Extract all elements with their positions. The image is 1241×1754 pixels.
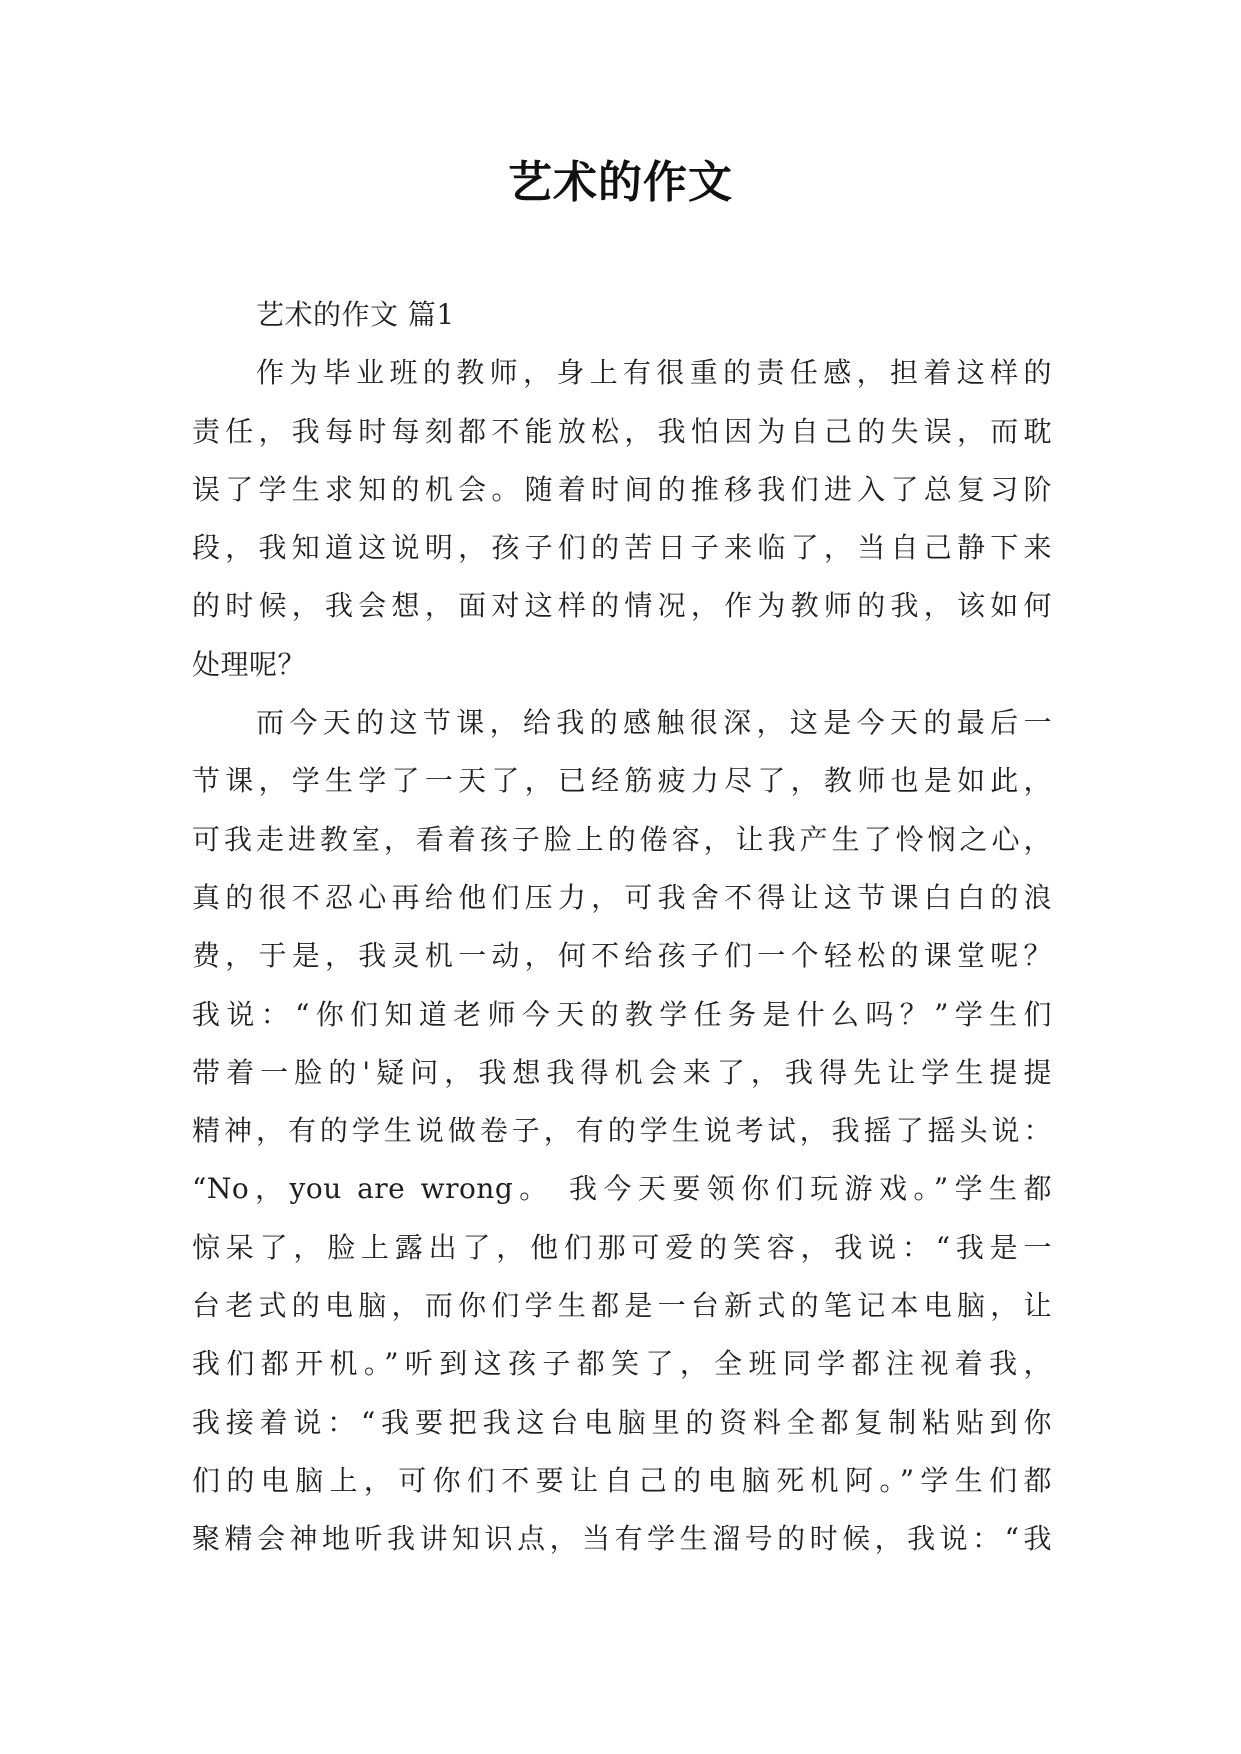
text-line: 台老式的电脑，而你们学生都是一台新式的笔记本电脑，让 bbox=[192, 1289, 1052, 1323]
text-line: 聚精会神地听我讲知识点，当有学生溜号的时候，我说：“我 bbox=[192, 1522, 1052, 1556]
text-line: 误了学生求知的机会。随着时间的推移我们进入了总复习阶 bbox=[192, 472, 1052, 506]
text-line: 我接着说：“我要把我这台电脑里的资料全都复制粘贴到你 bbox=[192, 1405, 1052, 1439]
text-line: 真的很不忍心再给他们压力，可我舍不得让这节课白白的浪 bbox=[192, 880, 1052, 914]
text-line: “No，you are wrong。 我今天要领你们玩游戏。”学生都 bbox=[192, 1172, 1052, 1206]
text-line: 作为毕业班的教师，身上有很重的责任感，担着这样的 bbox=[256, 356, 1052, 390]
text-line: 精神，有的学生说做卷子，有的学生说考试，我摇了摇头说： bbox=[192, 1114, 1052, 1148]
text-line: 我们都开机。”听到这孩子都笑了，全班同学都注视着我， bbox=[192, 1347, 1052, 1381]
text-line: 而今天的这节课，给我的感触很深，这是今天的最后一 bbox=[256, 706, 1052, 740]
text-line: 带着一脸的'疑问，我想我得机会来了，我得先让学生提提 bbox=[192, 1055, 1052, 1089]
text-line: 艺术的作文 篇1 bbox=[256, 298, 455, 331]
text-line: 段，我知道这说明，孩子们的苦日子来临了，当自己静下来 bbox=[192, 531, 1052, 565]
text-line: 的时候，我会想，面对这样的情况，作为教师的我，该如何 bbox=[192, 589, 1052, 623]
text-line: 可我走进教室，看着孩子脸上的倦容，让我产生了怜悯之心， bbox=[192, 822, 1052, 856]
document-body bbox=[192, 286, 1052, 1569]
text-line: 我说：“你们知道老师今天的教学任务是什么吗？”学生们 bbox=[192, 997, 1052, 1031]
text-line: 节课，学生学了一天了，已经筋疲力尽了，教师也是如此， bbox=[192, 764, 1052, 798]
document-title: 艺术的作文 bbox=[508, 157, 733, 208]
text-line: 费，于是，我灵机一动，何不给孩子们一个轻松的课堂呢？ bbox=[192, 939, 1052, 973]
text-line: 责任，我每时每刻都不能放松，我怕因为自己的失误，而耽 bbox=[192, 414, 1052, 448]
text-line: 处理呢？ bbox=[192, 647, 307, 681]
text-line: 们的电脑上，可你们不要让自己的电脑死机阿。”学生们都 bbox=[192, 1463, 1052, 1497]
text-line: 惊呆了，脸上露出了，他们那可爱的笑容，我说：“我是一 bbox=[192, 1230, 1052, 1264]
